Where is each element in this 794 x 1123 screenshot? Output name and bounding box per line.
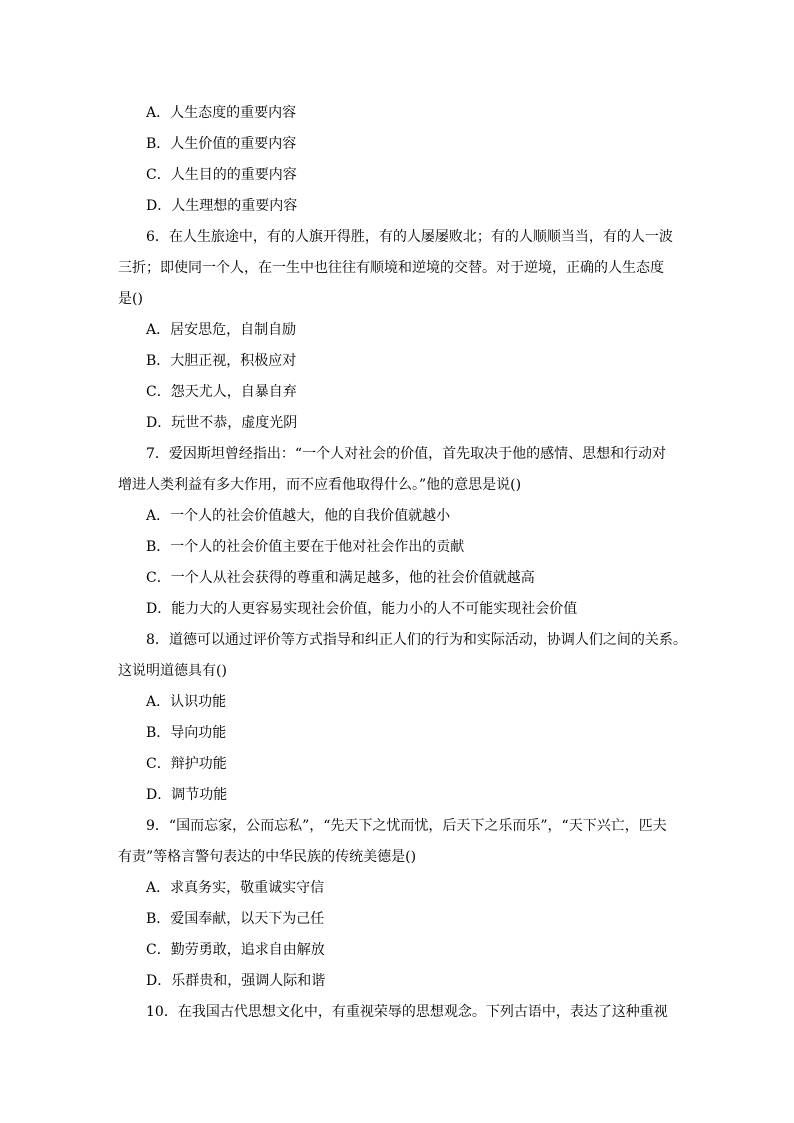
q7-option-d: D．能力大的人更容易实现社会价值，能力小的人不可能实现社会价值 bbox=[146, 601, 578, 617]
q6-option-a: A．居安思危，自制自励 bbox=[146, 322, 297, 338]
q10-stem-line-1: 10．在我国古代思想文化中，有重视荣辱的思想观念。下列古语中，表达了这种重视 bbox=[146, 1004, 668, 1020]
q9-option-d: D．乐群贵和，强调人际和谐 bbox=[146, 973, 326, 989]
q8-stem-line-2: 这说明道德具有() bbox=[118, 663, 227, 679]
q8-option-b: B．导向功能 bbox=[146, 725, 227, 741]
q9-stem-line-1: 9．“国而忘家，公而忘私”，“先天下之忧而忧，后天下之乐而乐”，“天下兴亡，匹夫 bbox=[146, 818, 667, 834]
q8-stem-line-1: 8．道德可以通过评价等方式指导和纠正人们的行为和实际活动，协调人们之间的关系。 bbox=[146, 632, 687, 648]
q9-option-a: A．求真务实，敬重诚实守信 bbox=[146, 880, 325, 896]
q5-option-d: D．人生理想的重要内容 bbox=[146, 198, 298, 214]
q9-stem-line-2: 有责”等格言警句表达的中华民族的传统美德是() bbox=[118, 849, 417, 865]
q7-stem-line-1: 7．爱因斯坦曾经指出：“一个人对社会的价值，首先取决于他的感情、思想和行动对 bbox=[146, 446, 667, 462]
q8-option-c: C．辩护功能 bbox=[146, 756, 227, 772]
q6-stem-line-2: 三折；即使同一个人，在一生中也往往有顺境和逆境的交替。对于逆境，正确的人生态度 bbox=[118, 260, 664, 276]
q5-option-a: A．人生态度的重要内容 bbox=[146, 105, 297, 121]
q7-option-c: C．一个人从社会获得的尊重和满足越多，他的社会价值就越高 bbox=[146, 570, 535, 586]
q8-option-a: A．认识功能 bbox=[146, 694, 227, 710]
q7-option-b: B．一个人的社会价值主要在于他对社会作出的贡献 bbox=[146, 539, 465, 555]
q6-stem-line-1: 6．在人生旅途中，有的人旗开得胜，有的人屡屡败北；有的人顺顺当当，有的人一波 bbox=[146, 229, 673, 245]
q6-option-d: D．玩世不恭，虚度光阴 bbox=[146, 415, 298, 431]
q5-option-b: B．人生价值的重要内容 bbox=[146, 136, 297, 152]
q6-option-b: B．大胆正视，积极应对 bbox=[146, 353, 297, 369]
q5-option-c: C．人生目的的重要内容 bbox=[146, 167, 297, 183]
q6-stem-line-3: 是() bbox=[118, 291, 143, 307]
q8-option-d: D．调节功能 bbox=[146, 787, 228, 803]
q6-option-c: C．怨天尤人，自暴自弃 bbox=[146, 384, 297, 400]
q7-stem-line-2: 增进人类利益有多大作用，而不应看他取得什么。”他的意思是说() bbox=[118, 477, 522, 493]
q9-option-c: C．勤劳勇敢，追求自由解放 bbox=[146, 942, 325, 958]
q7-option-a: A．一个人的社会价值越大，他的自我价值就越小 bbox=[146, 508, 451, 524]
q9-option-b: B．爱国奉献，以天下为己任 bbox=[146, 911, 325, 927]
